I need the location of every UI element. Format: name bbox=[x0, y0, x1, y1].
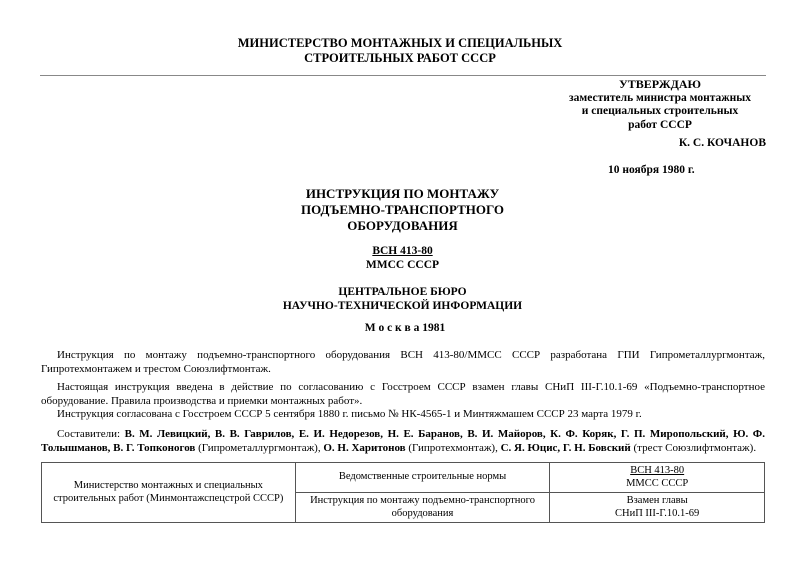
approval-date: 10 ноября 1980 г. bbox=[608, 164, 695, 176]
title-line2: ПОДЪЕМНО-ТРАНСПОРТНОГО bbox=[300, 202, 505, 217]
ministry-cell-line1: Министерство монтажных и специальных bbox=[73, 480, 263, 491]
publisher-line2: НАУЧНО-ТЕХНИЧЕСКОЙ ИНФОРМАЦИИ bbox=[282, 300, 523, 312]
paragraph-authors bbox=[41, 428, 765, 455]
header-divider bbox=[40, 75, 766, 76]
authors-group3: С. Я. Юцис, Г. Н. Бовский bbox=[500, 441, 631, 454]
table-row bbox=[42, 463, 765, 493]
approval-line1: заместитель министра монтажных bbox=[569, 91, 751, 104]
norms-type-cell: Ведомственные строительные нормы bbox=[295, 463, 550, 493]
paragraph-approval: Инструкция согласована с Госстроем СССР 5 сентября 1880 г. письмо № НК-4565-1 и Минтяжмашем СССР 23 марта 1979 г. bbox=[57, 408, 642, 420]
authors-org1: (Гипрометаллургмонтаж), bbox=[195, 441, 324, 454]
code-ministry: ММСС СССР bbox=[365, 259, 440, 271]
ministry-header-line1: МИНИСТЕРСТВО МОНТАЖНЫХ И СПЕЦИАЛЬНЫХ bbox=[237, 36, 563, 50]
document-code bbox=[300, 244, 505, 272]
ministry-header bbox=[200, 36, 600, 66]
approval-line3: работ СССР bbox=[628, 118, 692, 131]
paragraph-enactment: Настоящая инструкция введена в действие по согласованию с Госстроем СССР взамен главы СНиП III-Г.10.1-69 «Подъемно-транспортное оборудование. Правила производства и приемки монтажных работ». bbox=[41, 381, 765, 407]
approval-heading: УТВЕРЖДАЮ bbox=[618, 77, 702, 91]
code-number: ВСН 413-80 bbox=[372, 245, 433, 257]
doc-title-line1: Инструкция по монтажу подъемно-транспортного bbox=[310, 495, 535, 506]
authors-group1: В. М. Левицкий, В. В. Гаврилов, Е. И. Недорезов, Н. Е. Баранов, В. И. Майоров, К. Ф. Коряк, Г. П. Миропольский, Ю. Ф. Толышманов, В. Г. Топконогов bbox=[41, 428, 766, 454]
authors-org2: (Гипротехмонтаж), bbox=[405, 441, 501, 454]
approval-block bbox=[560, 78, 760, 132]
authors-org3: (трест Союзлифтмонтаж). bbox=[630, 441, 757, 454]
city-year: М о с к в а 1981 bbox=[364, 322, 446, 334]
publisher bbox=[230, 285, 575, 313]
replaces-cell bbox=[550, 493, 765, 523]
title-line3: ОБОРУДОВАНИЯ bbox=[347, 218, 458, 233]
code-cell-ministry: ММСС СССР bbox=[626, 477, 689, 489]
document-info-table bbox=[41, 462, 765, 523]
ministry-cell-line2: строительных работ (Минмонтажспецстрой СССР) bbox=[53, 492, 284, 504]
doc-title-line2: оборудования bbox=[391, 507, 454, 519]
paragraph-developers: Инструкция по монтажу подъемно-транспортного оборудования ВСН 413-80/ММСС СССР разработана ГПИ Гипрометаллургмонтаж, Гипротехмонтажем и трестом Союзлифтмонтаж. bbox=[41, 349, 765, 375]
publisher-line1: ЦЕНТРАЛЬНОЕ БЮРО bbox=[338, 286, 467, 298]
authors-label: Составители: bbox=[57, 428, 121, 440]
code-cell bbox=[550, 463, 765, 493]
approver-name: К. С. КОЧАНОВ bbox=[678, 137, 766, 149]
replaces-label: Взамен главы bbox=[626, 495, 688, 506]
code-cell-number: ВСН 413-80 bbox=[630, 465, 685, 476]
approval-line2: и специальных строительных bbox=[581, 105, 739, 117]
ministry-header-line2: СТРОИТЕЛЬНЫХ РАБОТ СССР bbox=[304, 51, 496, 65]
document-title bbox=[230, 186, 575, 234]
doc-title-cell bbox=[295, 493, 550, 523]
title-line1: ИНСТРУКЦИЯ ПО МОНТАЖУ bbox=[305, 186, 500, 201]
authors-group2: О. Н. Харитонов bbox=[323, 441, 406, 454]
replaces-code: СНиП III-Г.10.1-69 bbox=[615, 507, 700, 519]
ministry-cell bbox=[42, 463, 296, 523]
